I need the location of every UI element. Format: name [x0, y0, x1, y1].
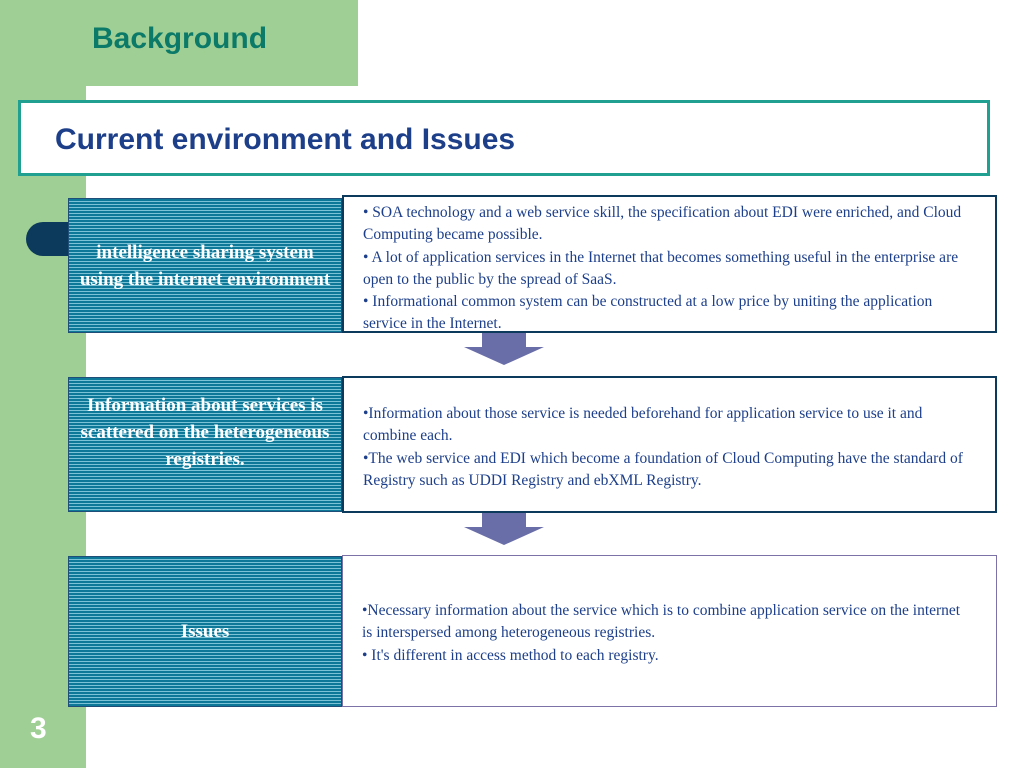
row-bullet: •Information about those service is needed beforehand for application service to use it and combine each.: [363, 405, 923, 445]
row-bullet: • It's different in access method to each registry.: [362, 646, 659, 664]
row-label-box-3: [68, 556, 342, 707]
row-label-box-2: [68, 377, 342, 512]
row-bullet: •Necessary information about the service which is to combine application service on the internet is interspersed among heterogeneous registries.: [362, 602, 961, 642]
down-arrow-icon: [464, 513, 544, 545]
row-bullet: • A lot of application services in the Internet that becomes something useful in the enterprise are open to the public by the spread of SaaS.: [363, 248, 959, 288]
row-description-box-1: [342, 195, 997, 333]
row-label-2: Information about services is scattered on the heterogeneous registries.: [80, 395, 330, 470]
row-label-1: intelligence sharing system using the internet environment: [79, 241, 331, 290]
header-title: Background: [92, 22, 268, 55]
row-description-box-2: [342, 376, 997, 513]
page-number: 3: [30, 712, 47, 745]
row-bullet: •The web service and EDI which become a foundation of Cloud Computing have the standard of Registry such as UDDI Registry and ebXML Registry.: [363, 449, 963, 489]
down-arrow-icon: [464, 333, 544, 365]
row-bullet: • Informational common system can be constructed at a low price by uniting the application service in the Internet.: [363, 293, 933, 333]
row-bullet: • SOA technology and a web service skill, the specification about EDI were enriched, and Cloud Computing became possible.: [363, 204, 962, 244]
section-title-box: [18, 100, 990, 176]
row-label-3: Issues: [180, 621, 230, 642]
section-title: Current environment and Issues: [55, 123, 516, 156]
row-description-box-3: [342, 555, 997, 707]
row-label-box-1: [68, 198, 342, 333]
